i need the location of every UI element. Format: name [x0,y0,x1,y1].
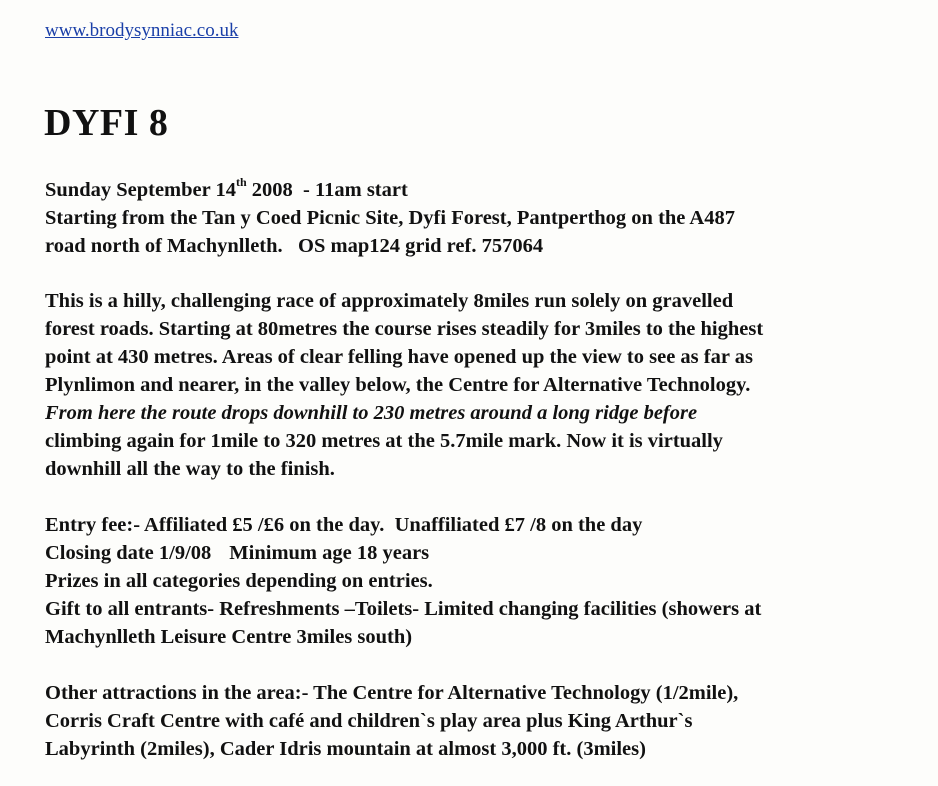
event-location-line-1: Starting from the Tan y Coed Picnic Site, Dyfi Forest, Pantperthog on the A487 [45,207,735,229]
entry-information [45,511,925,651]
description-line: climbing again for 1mile to 320 metres at the 5.7mile mark. Now it is virtually [45,430,723,452]
event-details [45,176,925,260]
description-line: From here the route drops downhill to 230 metres around a long ridge before [45,402,698,424]
attractions-line-1: Other attractions in the area:- The Centre for Alternative Technology (1/2mile), [45,682,739,704]
event-location-line-2: road north of Machynlleth. OS map124 grid ref. 757064 [45,235,544,257]
minimum-age: Minimum age 18 years [229,542,430,564]
entry-fee-line: Entry fee:- Affiliated £5 /£6 on the day. Unaffiliated £7 /8 on the day [45,514,643,536]
description-line: This is a hilly, challenging race of approximately 8miles run solely on gravelled [45,290,734,312]
prizes-line: Prizes in all categories depending on entries. [45,570,433,592]
description-line: Plynlimon and nearer, in the valley below, the Centre for Alternative Technology. [45,374,751,396]
event-date-rest: 2008 - 11am start [246,179,408,201]
event-date-line [45,176,925,204]
attractions-line-3: Labyrinth (2miles), Cader Idris mountain at almost 3,000 ft. (3miles) [45,738,646,760]
description-line: point at 430 metres. Areas of clear felling have opened up the view to see as far as [45,346,753,368]
event-date-suffix: th [236,175,247,190]
website-link[interactable]: www.brodysynniac.co.uk [45,20,239,41]
closing-age-line [45,539,925,567]
description-line: forest roads. Starting at 80metres the course rises steadily for 3miles to the highest [45,318,764,340]
course-description [45,287,925,483]
description-line: downhill all the way to the finish. [45,458,335,480]
event-date-prefix: Sunday September 14 [45,179,236,201]
attractions-line-2: Corris Craft Centre with café and children`s play area plus King Arthur`s [45,710,693,732]
gift-line-1: Gift to all entrants- Refreshments –Toilets- Limited changing facilities (showers at [45,598,762,620]
gift-line-2: Machynlleth Leisure Centre 3miles south) [45,626,413,648]
closing-date: Closing date 1/9/08 [45,542,212,564]
race-title: DYFI 8 [44,102,169,144]
other-attractions [45,679,925,763]
